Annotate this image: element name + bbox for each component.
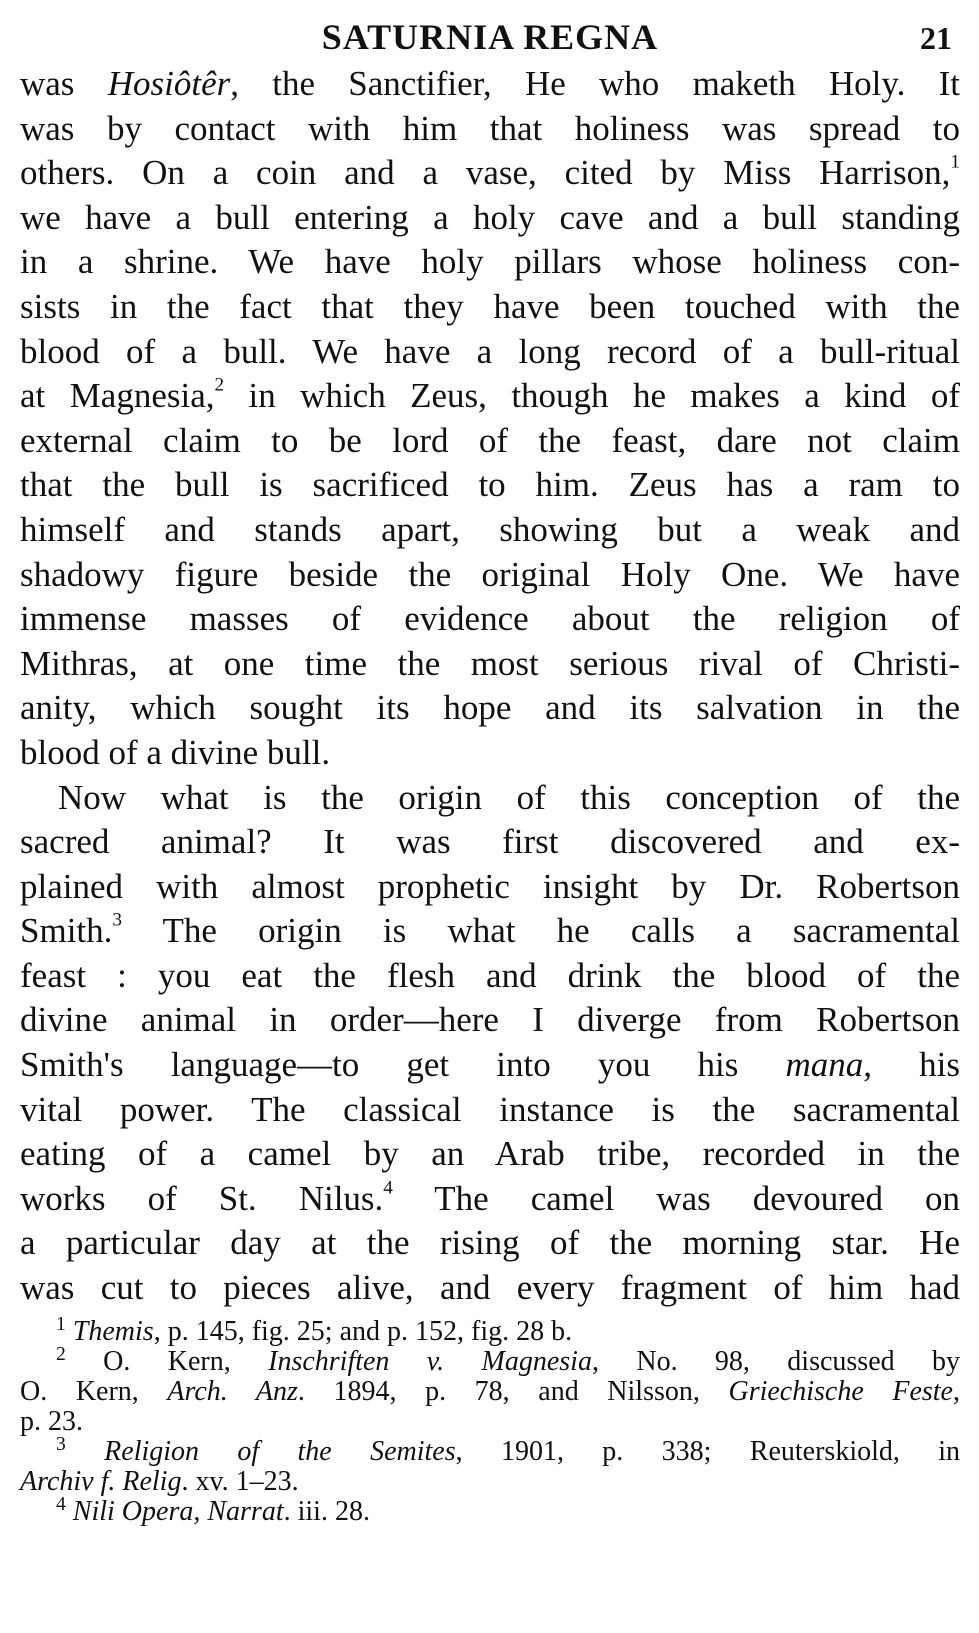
footnote-ref: 1 <box>950 151 960 173</box>
footnote-ref: 4 <box>383 1177 393 1199</box>
body-line: sists in the fact that they have been touched with the <box>20 286 960 326</box>
body-line: was by contact with him that holiness was spread to <box>20 108 960 148</box>
body-line: Smith.$^3$ The origin is what he calls a sacramental <box>20 909 960 951</box>
running-title: SATURNIA REGNA <box>321 17 659 57</box>
footnote-1: $^1$ Themis, p. 145, fig. 25; and p. 152, fig. 28 b. <box>56 1313 573 1347</box>
body-line: others. On a coin and a vase, cited by Miss Harrison,$^1$ <box>20 151 960 193</box>
footnote-3-cont: Archiv f. Relig. xv. 1–23. <box>20 1465 299 1497</box>
footnote-2-cont: O. Kern, Arch. Anz. 1894, p. 78, and Nilsson, Griechische Feste, <box>20 1375 960 1407</box>
body-line: anity, which sought its hope and its salvation in the <box>20 688 960 728</box>
footnote-ref: 3 <box>112 909 123 931</box>
body-text <box>20 62 960 1311</box>
body-line: external claim to be lord of the feast, dare not claim <box>20 420 960 460</box>
body-line: shadowy figure beside the original Holy One. We have <box>20 554 960 594</box>
body-line: was Hosiôtêr, the Sanctifier, He who maketh Holy. It <box>20 64 961 103</box>
page-number: 21 <box>920 20 952 56</box>
body-line: in a shrine. We have holy pillars whose holiness con- <box>20 242 960 282</box>
body-line: at Magnesia,$^2$ in which Zeus, though he makes a kind of <box>20 374 960 416</box>
footnote-4: $^4$ Nili Opera, Narrat. iii. 28. <box>56 1493 370 1527</box>
body-line: plained with almost prophetic insight by Dr. Robertson <box>20 866 960 906</box>
body-line: Now what is the origin of this conception of the <box>58 777 960 817</box>
body-line: divine animal in order—here I diverge from Robertson <box>20 1000 960 1040</box>
footnote-ref: 2 <box>214 374 225 396</box>
body-line: eating of a camel by an Arab tribe, recorded in the <box>20 1134 960 1174</box>
body-line: vital power. The classical instance is the sacramental <box>20 1089 960 1129</box>
footnote-2: $^2$ O. Kern, Inschriften v. Magnesia, No. 98, discussed by <box>56 1343 961 1377</box>
footnote-3: $^3$ Religion of the Semites, 1901, p. 338; Reuterskiold, in <box>56 1433 961 1467</box>
running-head <box>20 8 960 60</box>
body-line: Smith's language—to get into you his mana, his <box>20 1045 960 1085</box>
body-line: we have a bull entering a holy cave and a bull standing <box>20 197 960 237</box>
body-line: blood of a bull. We have a long record of a bull-ritual <box>20 331 960 371</box>
body-line: sacred animal? It was first discovered and ex- <box>20 822 960 862</box>
body-line: feast : you eat the flesh and drink the blood of the <box>20 955 960 995</box>
body-line: a particular day at the rising of the morning star. He <box>20 1223 960 1263</box>
body-line: blood of a divine bull. <box>20 732 331 772</box>
book-page <box>20 8 960 1527</box>
body-line: immense masses of evidence about the religion of <box>20 599 960 639</box>
body-line: works of St. Nilus.$^4$ The camel was devoured on <box>20 1177 960 1218</box>
body-line: himself and stands apart, showing but a weak and <box>20 509 960 549</box>
body-line: Mithras, at one time the most serious rival of Christi- <box>20 643 960 683</box>
footnotes <box>20 1313 961 1527</box>
body-line: that the bull is sacrificed to him. Zeus has a ram to <box>20 465 960 505</box>
footnote-2-cont: p. 23. <box>20 1405 83 1437</box>
body-line: was cut to pieces alive, and every fragment of him had <box>20 1268 960 1308</box>
